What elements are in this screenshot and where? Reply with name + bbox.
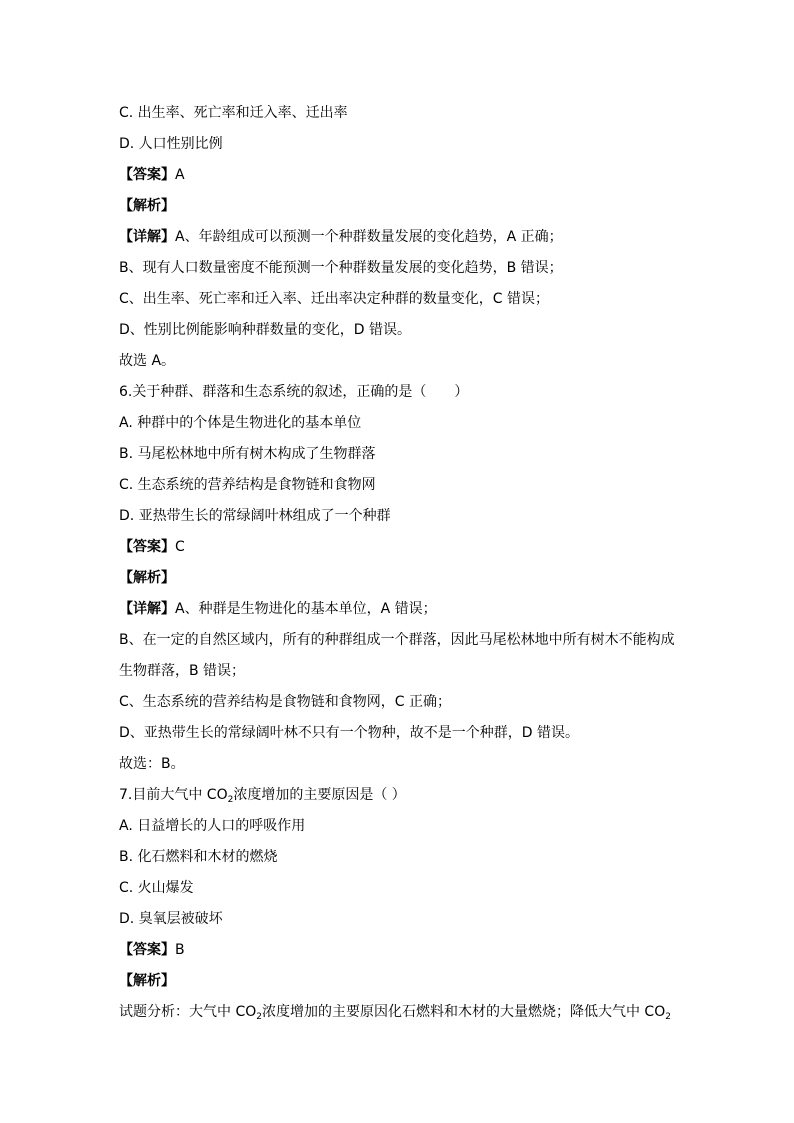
q6-detail-line-a <box>119 600 437 618</box>
q7-explanation <box>119 1003 671 1021</box>
q7-analysis-label: 【解析】 <box>119 973 175 989</box>
q7-option-a: A. 日益增长的人口的呼吸作用 <box>119 818 306 834</box>
q6-analysis-label: 【解析】 <box>119 570 175 586</box>
analysis-label: 【解析】 <box>119 198 175 214</box>
q6-option-d: D. 亚热带生长的常绿阔叶林组成了一个种群 <box>119 508 391 524</box>
detail-label: 【详解】 <box>119 601 175 617</box>
q7-option-c: C. 火山爆发 <box>119 880 194 896</box>
stem-text: 浓度增加的主要原因是（ ） <box>233 787 406 803</box>
explanation-text: 试题分析：大气中 CO <box>119 1004 257 1020</box>
q6-answer-line <box>119 538 185 556</box>
q6-option-a: A. 种群中的个体是生物进化的基本单位 <box>119 415 362 431</box>
answer-label: 【答案】 <box>119 167 175 183</box>
q6-detail-line-c: C、生态系统的营养结构是食物链和食物网，C 正确； <box>119 694 451 710</box>
subscript: 2 <box>665 1012 671 1022</box>
q6-detail-line-b1: B、在一定的自然区域内，所有的种群组成一个群落，因此马尾松林地中所有树木不能构成 <box>119 632 675 648</box>
answer-label: 【答案】 <box>119 539 175 555</box>
q6-detail-line-d: D、亚热带生长的常绿阔叶林不只有一个物种，故不是一个种群，D 错误。 <box>119 725 580 741</box>
detail-line-b: B、现有人口数量密度不能预测一个种群数量发展的变化趋势，B 错误； <box>119 260 563 276</box>
stem-text: 7.目前大气中 CO <box>119 787 228 803</box>
conclusion: 故选 A。 <box>119 353 176 369</box>
detail-line-c: C、出生率、死亡率和迁入率、迁出率决定种群的数量变化，C 错误； <box>119 291 549 307</box>
answer-label: 【答案】 <box>119 942 175 958</box>
detail-text: A、年龄组成可以预测一个种群数量发展的变化趋势，A 正确； <box>175 229 563 245</box>
detail-label: 【详解】 <box>119 229 175 245</box>
option-d: D. 人口性别比例 <box>119 136 223 152</box>
q6-option-b: B. 马尾松林地中所有树木构成了生物群落 <box>119 446 376 462</box>
q7-option-b: B. 化石燃料和木材的燃烧 <box>119 849 278 865</box>
option-c: C. 出生率、死亡率和迁入率、迁出率 <box>119 105 348 121</box>
subscript: 2 <box>256 1012 262 1022</box>
detail-text: A、种群是生物进化的基本单位，A 错误； <box>175 601 437 617</box>
question-7-stem <box>119 786 406 804</box>
q6-detail-line-b2: 生物群落，B 错误； <box>119 663 246 679</box>
answer-value: C <box>175 539 185 555</box>
question-6-stem: 6.关于种群、群落和生态系统的叙述，正确的是（ ） <box>119 384 469 400</box>
detail-line-d: D、性别比例能影响种群数量的变化，D 错误。 <box>119 322 412 338</box>
answer-line <box>119 166 185 184</box>
q6-conclusion: 故选：B。 <box>119 756 185 772</box>
q6-option-c: C. 生态系统的营养结构是食物链和食物网 <box>119 477 376 493</box>
answer-value: B <box>175 942 185 958</box>
detail-line-a <box>119 228 563 246</box>
answer-value: A <box>175 167 185 183</box>
q7-option-d: D. 臭氧层被破坏 <box>119 911 223 927</box>
q7-answer-line <box>119 941 185 959</box>
explanation-text: 浓度增加的主要原因化石燃料和木材的大量燃烧；降低大气中 CO <box>261 1004 666 1020</box>
subscript: 2 <box>227 795 234 805</box>
